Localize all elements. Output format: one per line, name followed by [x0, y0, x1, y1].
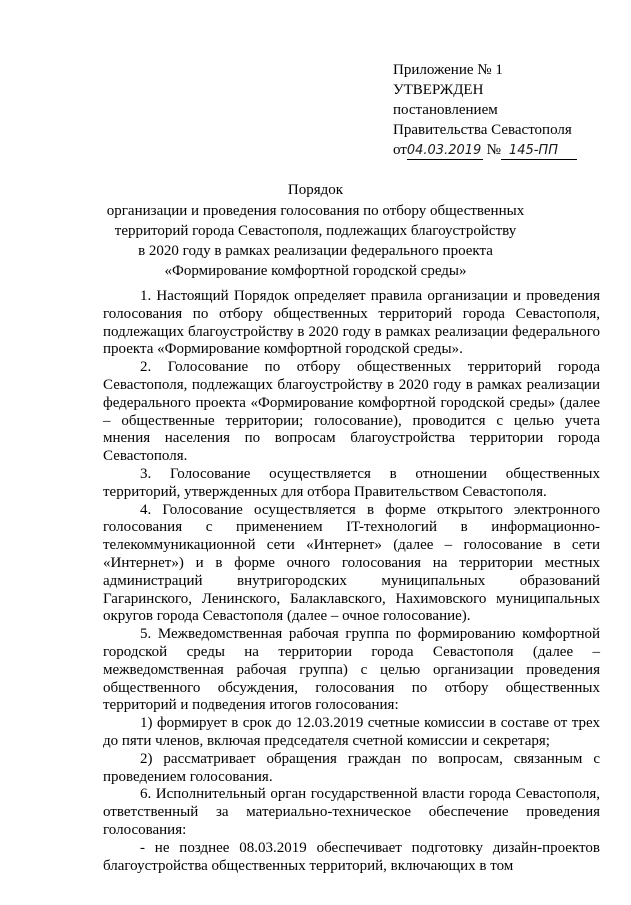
- approved-label: УТВЕРЖДЕН: [393, 82, 484, 98]
- title-line-3: территорий города Севастополя, подлежащих благоустройству: [114, 223, 517, 239]
- paragraph-1: 1. Настоящий Порядок определяет правила организации и проведения голосования по отбору общественных территорий города Севастополя, подлежащих благоустройству в 2020 году в рамках реализации федерального проекта «Формирование комфортной городской среды».: [103, 288, 600, 358]
- document-body: [103, 288, 600, 875]
- paragraph-5-item-2: 2) рассматривает обращения граждан по вопросам, связанным с проведением голосования.: [103, 750, 600, 785]
- title-line-2: организации и проведения голосования по отбору общественных: [106, 203, 525, 219]
- date-number-line: [393, 140, 577, 160]
- government-label: Правительства Севастополя: [393, 122, 572, 138]
- title-line-4: в 2020 году в рамках реализации федерального проекта: [138, 243, 493, 259]
- approval-block: [393, 60, 577, 160]
- number-prefix: №: [486, 142, 501, 158]
- paragraph-4: 4. Голосование осуществляется в форме открытого электронного голосования с применением IT-технологий в информационно-телекоммуникационной сети «Интернет» (далее – голосование в сети «Интернет») и в форме очного голосования на территории местных администраций внутригородских муниципальных образований Гагаринского, Ленинского, Балаклавского, Нахимовского муниципальных округов города Севастополя (далее – очное голосование).: [103, 501, 600, 625]
- appendix-number: Приложение № 1: [393, 62, 503, 78]
- paragraph-6: 6. Исполнительный орган государственной власти города Севастополя, ответственный за материально-техническое обеспечение проведения голосования:: [103, 786, 600, 838]
- date-prefix: от: [393, 142, 407, 158]
- title-line-5: «Формирование комфортной городской среды»: [164, 263, 467, 279]
- paragraph-3: 3. Голосование осуществляется в отношении общественных территорий, утвержденных для отбора Правительством Севастополя.: [103, 465, 600, 500]
- decree-label: постановлением: [393, 102, 498, 118]
- decree-date: 04.03.2019: [406, 143, 482, 158]
- paragraph-6-item-1: - не позднее 08.03.2019 обеспечивает подготовку дизайн-проектов благоустройства общественных территорий, включающих в том: [103, 839, 600, 874]
- paragraph-2: 2. Голосование по отбору общественных территорий города Севастополя, подлежащих благоустройству в 2020 году в рамках реализации федерального проекта «Формирование комфортной городской среды» (далее – общественные территории; голосование), проводится с целью учета мнения населения по вопросам благоустройства территории города Севастополя.: [103, 359, 600, 465]
- paragraph-5: 5. Межведомственная рабочая группа по формированию комфортной городской среды на территории города Севастополя (далее – межведомственная рабочая группа) с целью организации проведения общественного обсуждения, голосования по отбору общественных территорий и подведения итогов голосования:: [103, 626, 600, 714]
- title-heading: Порядок: [287, 182, 344, 198]
- document-title: [0, 180, 631, 281]
- decree-number: 145-ПП: [501, 142, 577, 160]
- paragraph-5-item-1: 1) формирует в срок до 12.03.2019 счетные комиссии в составе от трех до пяти членов, включая председателя счетной комиссии и секретаря;: [103, 715, 600, 749]
